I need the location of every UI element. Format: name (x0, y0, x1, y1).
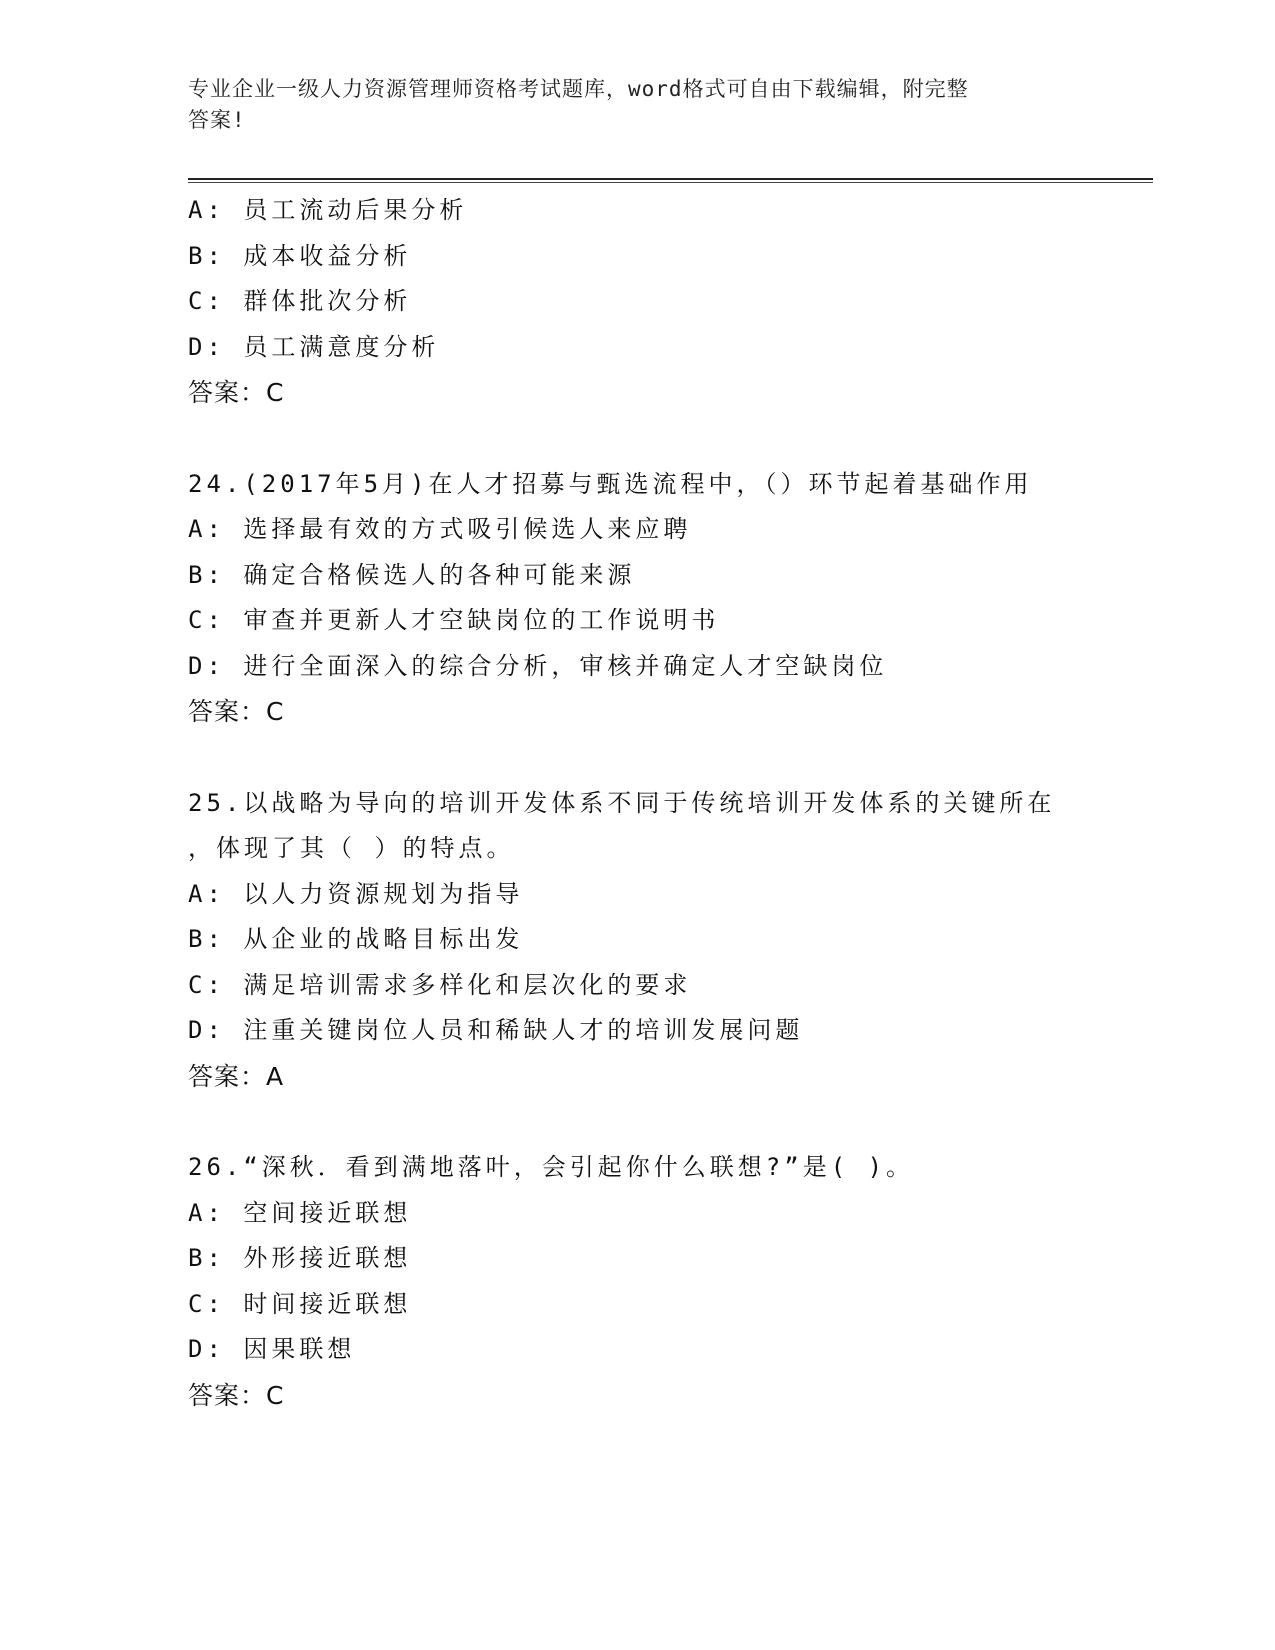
header-line-1: 专业企业一级人力资源管理师资格考试题库，word格式可自由下载编辑，附完整 (188, 77, 969, 101)
question-26-stem: 26.“深秋．看到满地落叶，会引起你什么联想?”是( )。 (188, 1153, 915, 1181)
answer: 答案：C (188, 697, 285, 726)
option-a: A: 员工流动后果分析 (188, 196, 468, 224)
header-rule-thick (188, 178, 1153, 180)
spacer (188, 1099, 1148, 1145)
question-25-stem-cont: ，体现了其（ ）的特点。 (188, 834, 515, 862)
option-d: D: 注重关键岗位人员和稀缺人才的培训发展问题 (188, 1016, 804, 1044)
answer: 答案：C (188, 378, 285, 407)
option-b: B: 从企业的战略目标出发 (188, 925, 524, 953)
spacer (188, 416, 1148, 462)
option-c: C: 审查并更新人才空缺岗位的工作说明书 (188, 606, 720, 634)
option-d: D: 进行全面深入的综合分析，审核并确定人才空缺岗位 (188, 651, 888, 680)
option-b: B: 成本收益分析 (188, 241, 412, 270)
option-d: D: 员工满意度分析 (188, 332, 440, 361)
document-body (188, 188, 1148, 1418)
question-24-stem: 24.(2017年5月)在人才招募与甄选流程中，（）环节起着基础作用 (188, 469, 1033, 498)
option-b: B: 确定合格候选人的各种可能来源 (188, 560, 636, 589)
option-c: C: 时间接近联想 (188, 1289, 412, 1318)
answer: 答案：C (188, 1380, 285, 1410)
header-rule-thin (188, 182, 1153, 183)
option-a: A: 选择最有效的方式吸引候选人来应聘 (188, 515, 692, 543)
answer: 答案：A (188, 1061, 285, 1091)
option-d: D: 因果联想 (188, 1335, 356, 1363)
option-a: A: 空间接近联想 (188, 1198, 412, 1227)
option-c: C: 群体批次分析 (188, 287, 412, 315)
option-c: C: 满足培训需求多样化和层次化的要求 (188, 970, 692, 999)
option-b: B: 外形接近联想 (188, 1244, 412, 1272)
header-line-2: 答案! (188, 108, 246, 132)
option-a: A: 以人力资源规划为指导 (188, 879, 524, 908)
spacer (188, 735, 1148, 781)
question-25-stem: 25.以战略为导向的培训开发体系不同于传统培训开发体系的关键所在 (188, 788, 1056, 817)
document-header (188, 74, 1068, 136)
